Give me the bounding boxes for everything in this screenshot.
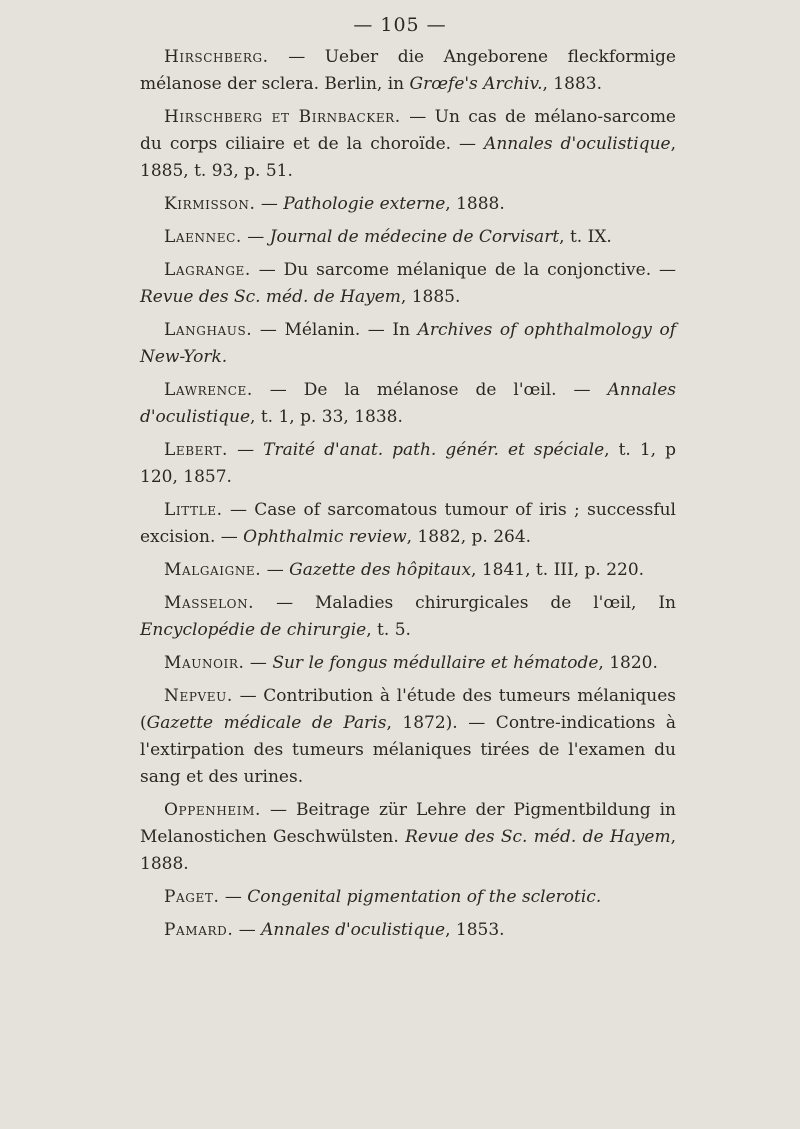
entry-author: Oppenheim.	[164, 800, 262, 820]
bibliography-entry	[140, 317, 676, 371]
bibliography-entry	[140, 590, 676, 644]
bibliography-entry	[140, 650, 676, 677]
entry-author: Kirmisson.	[164, 194, 256, 214]
entry-author: Pamard.	[164, 920, 234, 940]
entry-title-italic: Pathologie externe	[283, 194, 446, 214]
entry-title-italic: Congenital pigmentation of the sclerotic.	[247, 887, 602, 907]
entry-text: , 1883.	[542, 74, 602, 94]
entry-text: — Maladies chirurgicales de l'œil, In	[254, 593, 676, 613]
entry-text: , t. 1, p. 33, 1838.	[250, 407, 403, 427]
entry-author: Masselon.	[164, 593, 255, 613]
entry-title-italic: Annales d'oculistique	[484, 134, 671, 154]
entry-title-italic: Gazette médicale de Paris	[146, 713, 387, 733]
entry-title-italic: Traité d'anat. path. génér. et spéciale	[263, 440, 605, 460]
entry-text: —	[255, 194, 284, 214]
entry-author: Laennec.	[164, 227, 242, 247]
entry-text: , t. IX.	[559, 227, 612, 247]
entry-title-italic: Gazette des hôpitaux	[289, 560, 472, 580]
entry-title-italic: Ophthalmic review	[243, 527, 407, 547]
entry-text: , 1820.	[598, 653, 658, 673]
entry-title-italic: Revue des Sc. méd. de Hayem	[405, 827, 671, 847]
bibliography-entry	[140, 884, 676, 911]
entry-title-italic: Revue des Sc. méd. de Hayem	[140, 287, 401, 307]
entry-text: , 1888.	[445, 194, 505, 214]
entry-author: Lagrange.	[164, 260, 251, 280]
entry-text: , 1841, t. III, p. 220.	[471, 560, 645, 580]
entry-title-italic: Sur le fongus médullaire et hématode	[272, 653, 599, 673]
entry-text: — De la mélanose de l'œil. —	[252, 380, 608, 400]
entry-title-italic: Encyclopédie de chirurgie	[140, 620, 367, 640]
entry-text: —	[261, 560, 290, 580]
bibliography-entry	[140, 437, 676, 491]
bibliography-entry	[140, 557, 676, 584]
entry-text: , t. 5.	[366, 620, 411, 640]
entry-author: Hirschberg.	[164, 47, 269, 67]
bibliography-entry	[140, 257, 676, 311]
entry-text: —	[241, 227, 270, 247]
entry-author: Langhaus.	[164, 320, 253, 340]
entry-text: , 1882, p. 264.	[406, 527, 532, 547]
bibliography-list	[140, 44, 676, 950]
entry-text: —	[233, 920, 262, 940]
entry-text: — Du sarcome mélanique de la conjonctive. —	[250, 260, 676, 280]
entry-text: — Un cas de mélano-sarcome du corps ciliaire et de la choroïde. —	[140, 107, 676, 154]
entry-text: —	[228, 440, 264, 460]
bibliography-entry	[140, 44, 676, 98]
entry-text: , 1872). — Contre-indications à l'extirpation des tumeurs mélaniques tirées de l'examen du sang et des urines.	[140, 713, 676, 787]
entry-text: —	[219, 887, 248, 907]
entry-author: Lebert.	[164, 440, 229, 460]
entry-text: —	[244, 653, 273, 673]
entry-title-italic: Grœfe's Archiv.	[409, 74, 543, 94]
bibliography-entry	[140, 191, 676, 218]
entry-text: , 1853.	[445, 920, 505, 940]
entry-text: — Ueber die Angeborene fleckformige mélanose der sclera. Berlin, in	[140, 47, 676, 94]
bibliography-entry	[140, 683, 676, 791]
bibliography-entry	[140, 497, 676, 551]
bibliography-entry	[140, 797, 676, 878]
entry-text: , 1885.	[400, 287, 461, 307]
entry-text: , t. 1, p 120, 1857.	[140, 440, 676, 487]
entry-title-italic: Journal de médecine de Corvisart	[269, 227, 560, 247]
page-number: — 105 —	[353, 14, 447, 36]
entry-title-italic: Annales d'oculistique	[140, 380, 676, 427]
bibliography-entry	[140, 224, 676, 251]
bibliography-entry	[140, 917, 676, 944]
entry-text: , 1885, t. 93, p. 51.	[140, 134, 676, 181]
entry-author: Maunoir.	[164, 653, 245, 673]
entry-title-italic: Archives of ophthalmology of New-York.	[140, 320, 676, 367]
entry-text: — Case of sarcomatous tumour of iris ; successful excision. —	[140, 500, 676, 547]
entry-author: Lawrence.	[164, 380, 253, 400]
entry-title-italic: Annales d'oculistique	[261, 920, 446, 940]
entry-author: Nepveu.	[164, 686, 233, 706]
entry-text: — Beitrage zür Lehre der Pigmentbildung in Melanostichen Geschwülsten.	[140, 800, 676, 847]
entry-text: , 1888.	[140, 827, 676, 874]
entry-author: Little.	[164, 500, 223, 520]
bibliography-entry	[140, 104, 676, 185]
entry-author: Malgaigne.	[164, 560, 262, 580]
entry-text: — Mélanin. — In	[252, 320, 418, 340]
bibliography-entry	[140, 377, 676, 431]
entry-author: Paget.	[164, 887, 220, 907]
entry-author: Hirschberg et Birnbacker.	[164, 107, 401, 127]
entry-text: — Contribution à l'étude des tumeurs mélaniques (	[140, 686, 676, 733]
